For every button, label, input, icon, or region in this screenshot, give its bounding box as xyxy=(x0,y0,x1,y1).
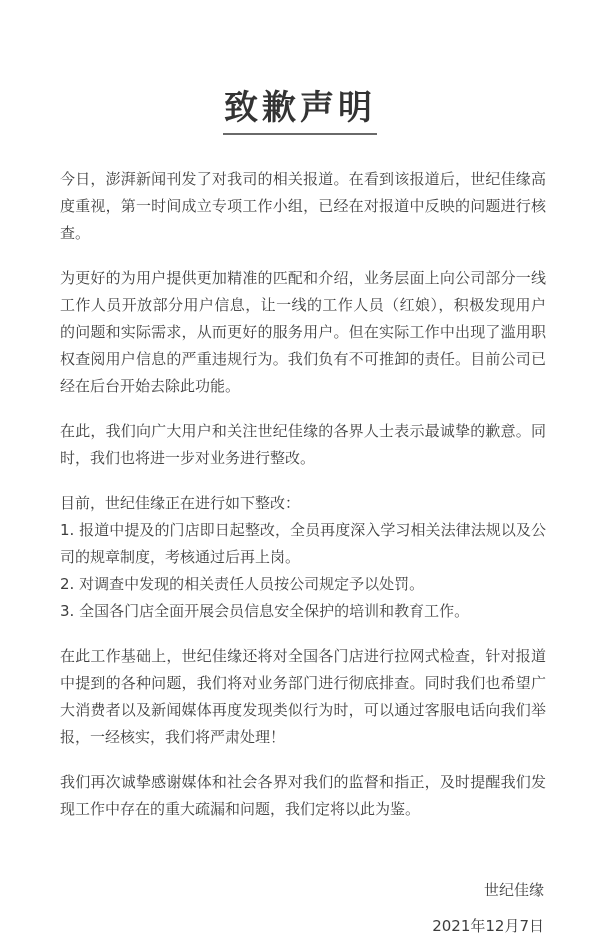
paragraph-2: 为更好的为用户提供更加精准的匹配和介绍，业务层面上向公司部分一线工作人员开放部分用户信息，让一线的工作人员（红娘），积极发现用户的问题和实际需求，从而更好的服务用户。但在实际工作中出现了滥用职权查阅用户信息的严重违规行为。我们负有不可推卸的责任。目前公司已经在后台开始去除此功能。 xyxy=(60,269,546,395)
rectification-intro: 目前，世纪佳缘正在进行如下整改： xyxy=(60,494,301,512)
statement-body xyxy=(60,166,546,841)
signature-company: 世纪佳缘 xyxy=(483,881,544,899)
paragraph-closing-1: 在此工作基础上，世纪佳缘还将对全国各门店进行拉网式检查，针对报道中提到的各种问题，我们将对业务部门进行彻底排查。同时我们也希望广大消费者以及新闻媒体再度发现类似行为时，可以通过客服电话向我们举报，一经核实，我们将严肃处理！ xyxy=(60,647,546,746)
page-title: 致歉声明 xyxy=(224,88,376,128)
paragraph-closing-2: 我们再次诚挚感谢媒体和社会各界对我们的监督和指正，及时提醒我们发现工作中存在的重大疏漏和问题，我们定将以此为鉴。 xyxy=(60,773,546,818)
signature-block xyxy=(432,872,544,944)
title-underline xyxy=(223,133,377,135)
signature-date: 2021年12月7日 xyxy=(432,917,544,935)
rectification-item-2: 2. 对调查中发现的相关责任人员按公司规定予以处罚。 xyxy=(60,575,425,593)
rectification-list xyxy=(60,490,546,625)
rectification-item-3: 3. 全国各门店全面开展会员信息安全保护的培训和教育工作。 xyxy=(60,602,470,620)
paragraph-1: 今日，澎湃新闻刊发了对我司的相关报道。在看到该报道后，世纪佳缘高度重视，第一时间成立专项工作小组，已经在对报道中反映的问题进行核查。 xyxy=(60,170,546,242)
paragraph-3: 在此，我们向广大用户和关注世纪佳缘的各界人士表示最诚挚的歉意。同时，我们也将进一步对业务进行整改。 xyxy=(60,422,546,467)
rectification-item-1: 1. 报道中提及的门店即日起整改，全员再度深入学习相关法律法规以及公司的规章制度，考核通过后再上岗。 xyxy=(60,521,546,566)
